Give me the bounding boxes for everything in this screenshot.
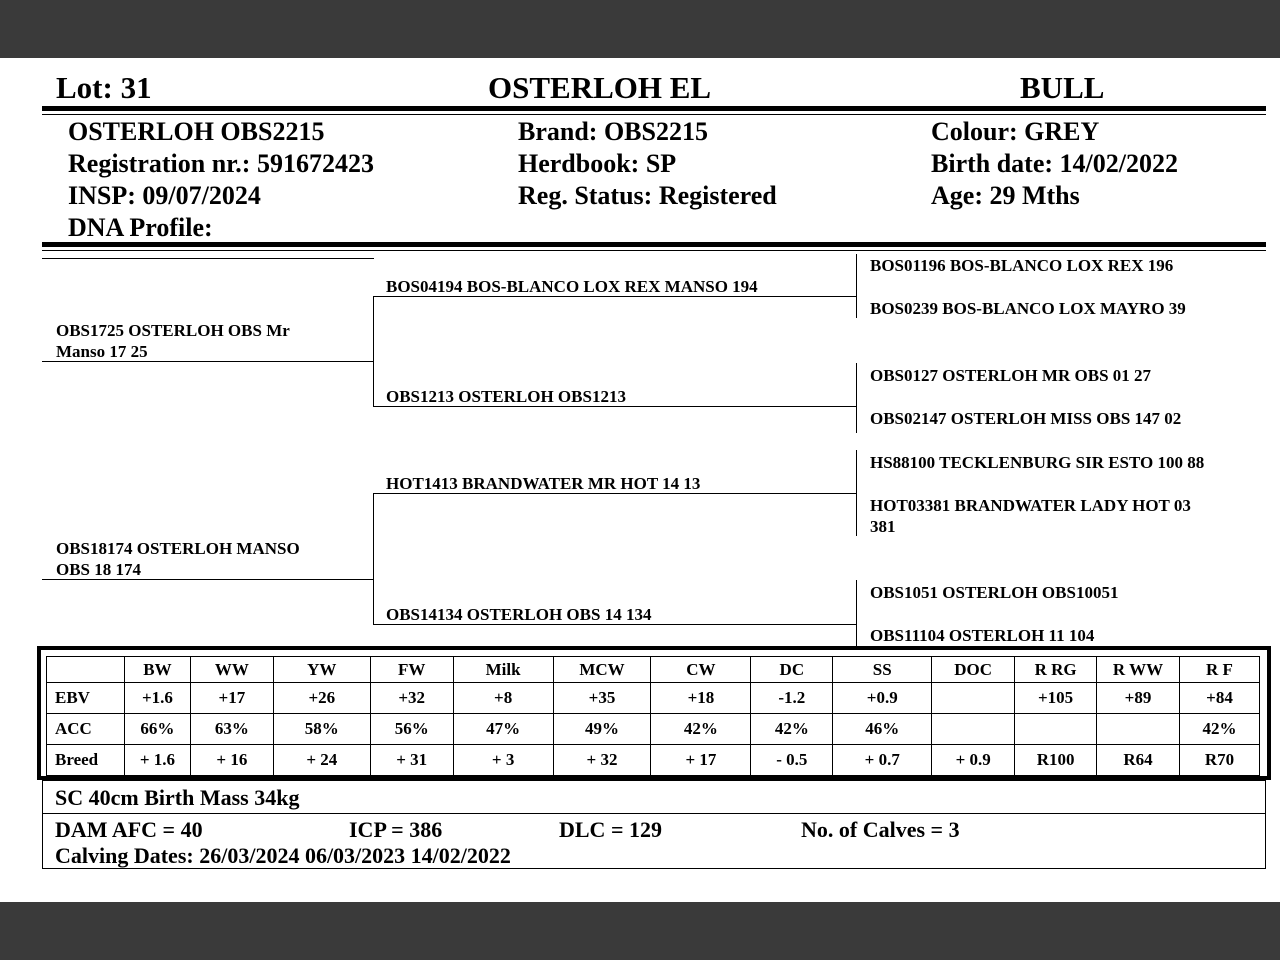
column-header: MCW [553,657,651,683]
table-cell: 42% [751,714,833,745]
sire-dam-sire: OBS0127 OSTERLOH MR OBS 01 27 [870,366,1152,385]
column-header: R F [1179,657,1259,683]
table-cell: +17 [190,683,273,714]
column-header: R WW [1097,657,1180,683]
measurements-box [42,780,1266,814]
page-title: OSTERLOH EL [488,70,712,105]
sire-dam: OBS1213 OSTERLOH OBS1213 [386,387,626,406]
column-header: DOC [932,657,1015,683]
dam-sire-sire: HS88100 TECKLENBURG SIR ESTO 100 88 [870,453,1205,472]
lot-number: Lot: 31 [56,70,152,105]
table-cell: - 0.5 [751,745,833,776]
column-header: YW [273,657,370,683]
info-divider [42,242,1266,247]
table-cell: + 0.7 [833,745,932,776]
table-cell: +18 [651,683,751,714]
sire-line-1: OBS1725 OSTERLOH OBS Mr [56,321,290,340]
ebv-table [46,656,1260,776]
table-cell: 42% [651,714,751,745]
dna-profile: DNA Profile: [68,213,213,242]
column-header: Milk [453,657,553,683]
table-cell: + 24 [273,745,370,776]
table-cell: + 0.9 [932,745,1015,776]
dam-bracket [373,493,374,624]
table-cell: + 1.6 [124,745,190,776]
sire-sire-sire: BOS01196 BOS-BLANCO LOX REX 196 [870,256,1174,275]
column-header: FW [370,657,453,683]
dam-sire-dam [870,495,1191,537]
pedigree-top-line [42,258,374,259]
table-cell: 49% [553,714,651,745]
row-label: EBV [47,683,125,714]
calving-dates: Calving Dates: 26/03/2024 06/03/2023 14/02/2022 [55,843,511,868]
table-cell: +32 [370,683,453,714]
table-cell: + 17 [651,745,751,776]
dam-dam: OBS14134 OSTERLOH OBS 14 134 [386,605,652,624]
registration-number: Registration nr.: 591672423 [68,149,374,178]
colour: Colour: GREY [931,117,1100,146]
ebv-header-corner [47,657,125,683]
dam-sire-dam-line-2: 381 [870,517,896,536]
sire [56,320,290,362]
table-cell [932,683,1015,714]
inspection-date: INSP: 09/07/2024 [68,181,261,210]
breed-row [47,745,1260,776]
row-label: Breed [47,745,125,776]
column-header: CW [651,657,751,683]
row-label: ACC [47,714,125,745]
table-cell: +1.6 [124,683,190,714]
info-divider-thin [42,250,1266,251]
header-divider-thin [42,114,1266,115]
table-cell: +35 [553,683,651,714]
sire-bracket [373,296,374,406]
ebv-row [47,683,1260,714]
sire-dam-line [373,406,857,407]
table-cell: +89 [1097,683,1180,714]
sire-line-2: Manso 17 25 [56,342,148,361]
sd-bracket [856,363,857,433]
table-cell: 56% [370,714,453,745]
header-divider [42,106,1266,111]
table-cell: + 16 [190,745,273,776]
dam-line-2: OBS 18 174 [56,560,142,579]
sire-line [42,361,374,362]
dam-sire: HOT1413 BRANDWATER MR HOT 14 13 [386,474,701,493]
ebv-header-row [47,657,1260,683]
table-cell: 63% [190,714,273,745]
dam-dam-dam: OBS11104 OSTERLOH 11 104 [870,626,1095,645]
dam-box [42,813,1266,869]
table-cell: R100 [1015,745,1097,776]
table-cell: +84 [1179,683,1259,714]
table-cell [932,714,1015,745]
animal-name: OSTERLOH OBS2215 [68,117,325,146]
dam-line [42,579,374,580]
table-cell [1097,714,1180,745]
table-cell: 46% [833,714,932,745]
table-cell: +105 [1015,683,1097,714]
table-cell: +26 [273,683,370,714]
table-cell: + 3 [453,745,553,776]
dam-dam-line [373,624,857,625]
dam-sire-dam-line-1: HOT03381 BRANDWATER LADY HOT 03 [870,496,1191,515]
table-cell: -1.2 [751,683,833,714]
table-cell: + 32 [553,745,651,776]
table-cell [1015,714,1097,745]
dlc: DLC = 129 [559,817,662,842]
dd-bracket [856,580,857,648]
dam [56,538,300,580]
sc-birth-mass: SC 40cm Birth Mass 34kg [55,785,300,810]
table-cell: +8 [453,683,553,714]
sire-sire: BOS04194 BOS-BLANCO LOX REX MANSO 194 [386,277,758,296]
ds-bracket [856,450,857,536]
animal-sex: BULL [1020,70,1105,105]
column-header: BW [124,657,190,683]
table-cell: 58% [273,714,370,745]
table-cell: R70 [1179,745,1259,776]
sire-sire-dam: BOS0239 BOS-BLANCO LOX MAYRO 39 [870,299,1186,318]
birth-date: Birth date: 14/02/2022 [931,149,1178,178]
age: Age: 29 Mths [931,181,1080,210]
ss-bracket [856,254,857,318]
table-cell: + 31 [370,745,453,776]
pedigree-sheet [0,58,1280,902]
table-cell: 47% [453,714,553,745]
brand: Brand: OBS2215 [518,117,708,146]
number-of-calves: No. of Calves = 3 [801,817,960,842]
dam-line-1: OBS18174 OSTERLOH MANSO [56,539,300,558]
sire-dam-dam: OBS02147 OSTERLOH MISS OBS 147 02 [870,409,1182,428]
herdbook: Herdbook: SP [518,149,677,178]
dam-sire-line [373,493,857,494]
table-cell: 42% [1179,714,1259,745]
dam-dam-sire: OBS1051 OSTERLOH OBS10051 [870,583,1119,602]
icp: ICP = 386 [349,817,443,842]
registration-status: Reg. Status: Registered [518,181,777,210]
acc-row [47,714,1260,745]
sire-sire-line [373,296,857,297]
column-header: DC [751,657,833,683]
column-header: WW [190,657,273,683]
column-header: R RG [1015,657,1097,683]
column-header: SS [833,657,932,683]
table-cell: +0.9 [833,683,932,714]
dam-afc: DAM AFC = 40 [55,817,203,842]
table-cell: 66% [124,714,190,745]
table-cell: R64 [1097,745,1180,776]
